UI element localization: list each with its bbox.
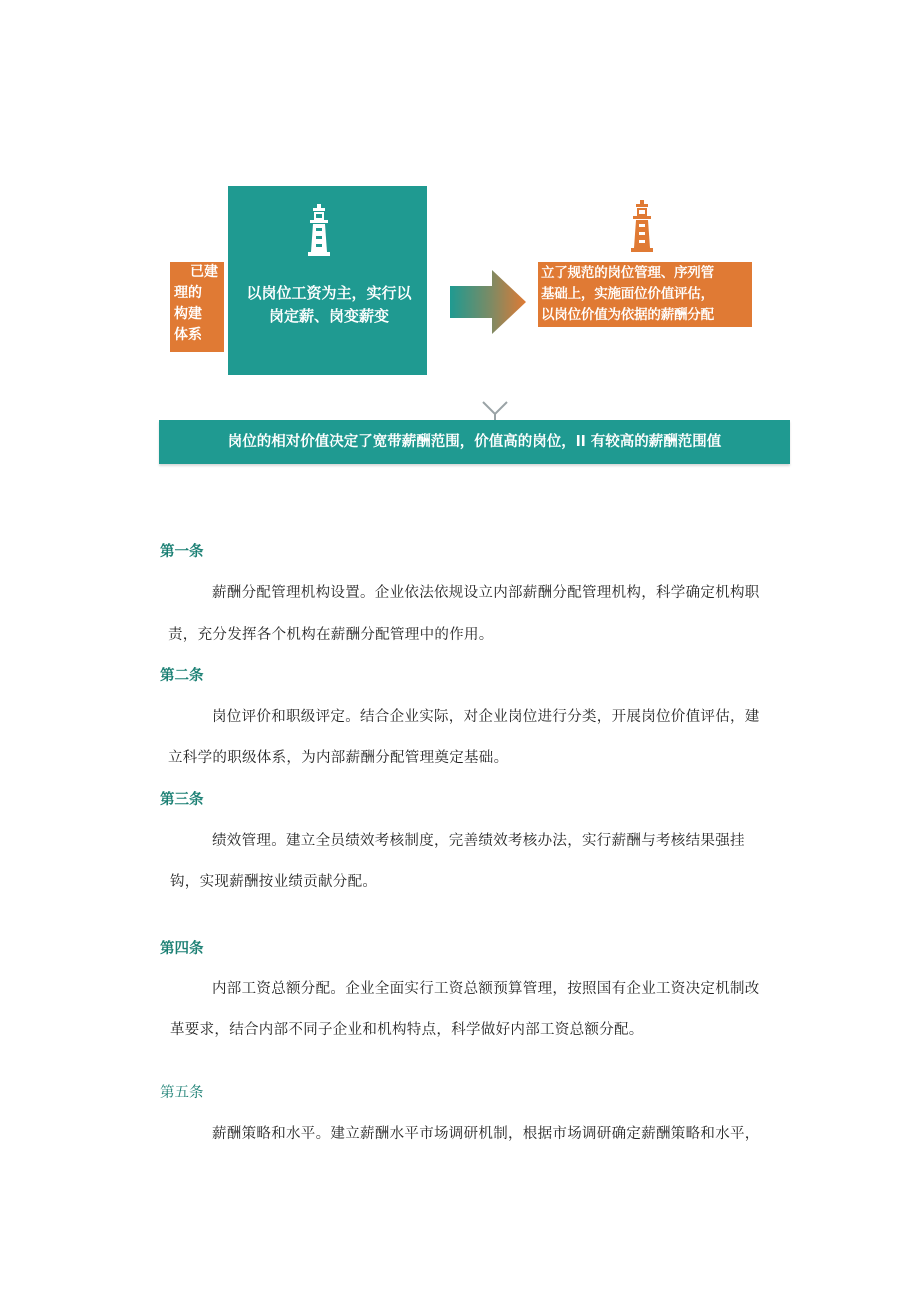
article-title: 第三条: [160, 792, 204, 808]
article-title: 第四条: [160, 941, 204, 957]
text-line: 基础上，实施面位价值评估，: [541, 286, 714, 302]
target-model-text: [538, 262, 752, 327]
label-line: 理的: [174, 285, 202, 301]
article-text-line: 立科学的职级体系，为内部薪酬分配管理奠定基础。: [168, 750, 509, 766]
article-text-line: 责，充分发挥各个机构在薪酬分配管理中的作用。: [168, 627, 494, 643]
article-text-line: 革要求，结合内部不同子企业和机构特点，科学做好内部工资总额分配。: [170, 1022, 644, 1038]
label-line: 体系: [174, 327, 202, 343]
article-text-line: 薪酬策略和水平。建立薪酬水平市场调研机制，根据市场调研确定薪酬策略和水平，: [212, 1126, 760, 1142]
lighthouse-icon: [304, 204, 334, 260]
existing-system-label: [170, 262, 224, 352]
chevron-down-icon: [481, 400, 509, 422]
article-title: 第二条: [160, 668, 204, 684]
article-title: 第五条: [160, 1085, 204, 1101]
right-arrow-icon: [450, 270, 528, 334]
article-text-line: 绩效管理。建立全员绩效考核制度，完善绩效考核办法，实行薪酬与考核结果强挂: [212, 833, 745, 849]
text-line: 立了规范的岗位管理、序列管: [541, 265, 714, 281]
article-text-line: 内部工资总额分配。企业全面实行工资总额预算管理，按照国有企业工资决定机制改: [212, 981, 760, 997]
text-line: 以岗位工资为主，实行以: [246, 284, 412, 302]
conclusion-banner: 岗位的相对价值决定了宽带薪酬范围，价值高的岗位，ll 有较高的薪酬范围值: [159, 420, 790, 464]
article-text-line: 薪酬分配管理机构设置。企业依法依规设立内部薪酬分配管理机构，科学确定机构职: [212, 585, 760, 601]
article-text-line: 岗位评价和职级评定。结合企业实际，对企业岗位进行分类，开展岗位价值评估，建: [212, 709, 760, 725]
label-line: 已建: [190, 264, 218, 280]
lighthouse-icon: [627, 200, 657, 256]
article-title: 第一条: [160, 544, 204, 560]
current-model-text: [236, 282, 422, 328]
text-line: 以岗位价值为依据的薪酬分配: [541, 307, 714, 323]
article-text-line: 钩，实现薪酬按业绩贡献分配。: [170, 874, 378, 890]
text-line: 岗定薪、岗变薪变: [268, 307, 389, 325]
label-line: 构建: [174, 306, 202, 322]
